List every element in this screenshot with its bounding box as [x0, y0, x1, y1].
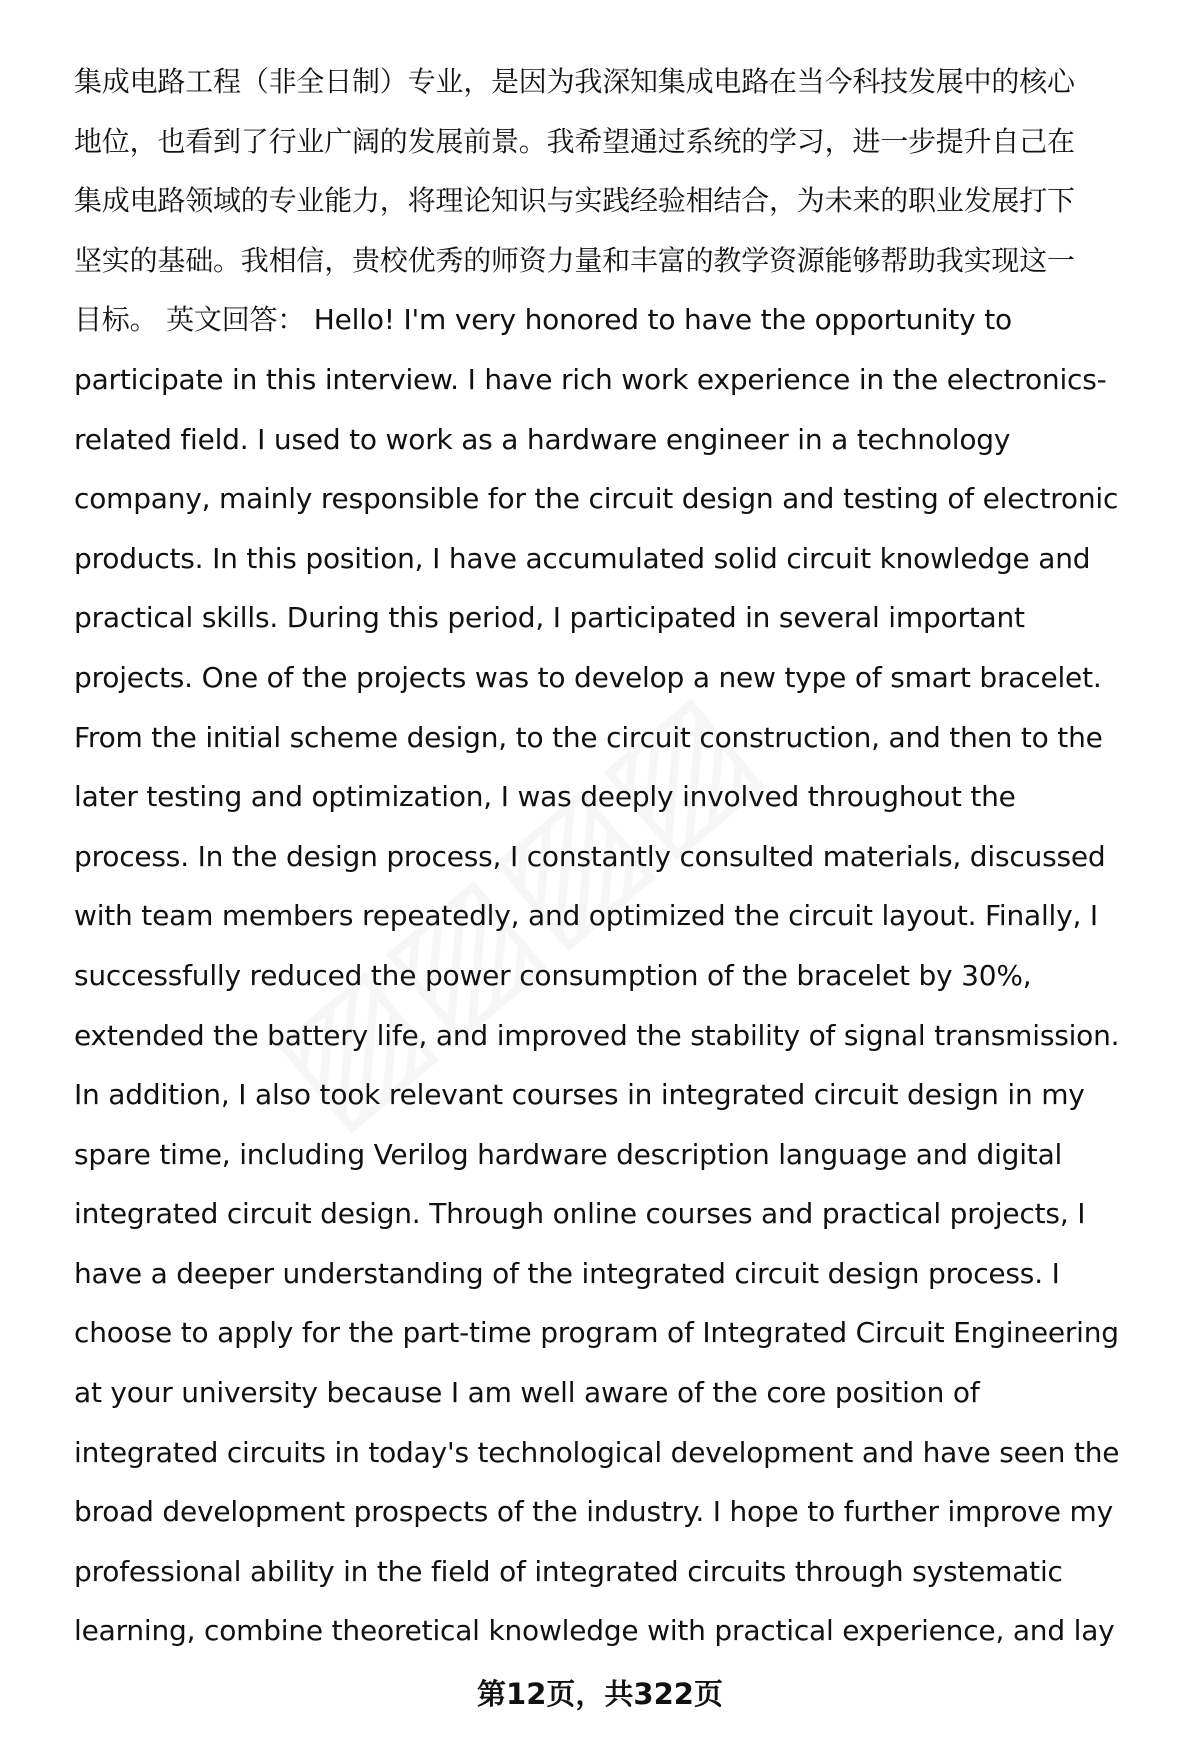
text-line: process. In the design process, I constantly consulted materials, discussed — [74, 839, 1106, 873]
text-line: professional ability in the field of integrated circuits through systematic — [74, 1554, 1063, 1588]
text-line: have a deeper understanding of the integrated circuit design process. I — [74, 1256, 1060, 1290]
text-line: related field. I used to work as a hardware engineer in a technology — [74, 422, 1011, 456]
text-line: 目标。 英文回答： Hello! I'm very honored to have the opportunity to — [74, 303, 1012, 337]
text-line: 地位，也看到了行业广阔的发展前景。我希望通过系统的学习，进一步提升自己在 — [74, 124, 1075, 158]
text-line: projects. One of the projects was to develop a new type of smart bracelet. — [74, 660, 1102, 694]
text-line: successfully reduced the power consumption of the bracelet by 30%, — [74, 958, 1032, 992]
text-line: participate in this interview. I have rich work experience in the electronics- — [74, 362, 1107, 396]
text-line: with team members repeatedly, and optimized the circuit layout. Finally, I — [74, 899, 1098, 933]
text-line: learning, combine theoretical knowledge with practical experience, and lay — [74, 1614, 1115, 1648]
text-line: integrated circuit design. Through online courses and practical projects, I — [74, 1197, 1086, 1231]
text-line: broad development prospects of the industry. I hope to further improve my — [74, 1495, 1113, 1529]
text-line: products. In this position, I have accumulated solid circuit knowledge and — [74, 541, 1091, 575]
text-line: choose to apply for the part-time program of Integrated Circuit Engineering — [74, 1316, 1119, 1350]
text-line: In addition, I also took relevant courses in integrated circuit design in my — [74, 1078, 1085, 1112]
text-line: later testing and optimization, I was deeply involved throughout the — [74, 780, 1016, 814]
text-line: 集成电路工程（非全日制）专业，是因为我深知集成电路在当今科技发展中的核心 — [74, 65, 1075, 98]
document-body — [74, 52, 1174, 1661]
text-line: From the initial scheme design, to the circuit construction, and then to the — [74, 720, 1103, 754]
text-line: integrated circuits in today's technological development and have seen the — [74, 1435, 1120, 1469]
text-line: extended the battery life, and improved the stability of signal transmission. — [74, 1018, 1120, 1052]
text-line: 坚实的基础。我相信，贵校优秀的师资力量和丰富的教学资源能够帮助我实现这一 — [74, 243, 1075, 277]
text-line: 集成电路领域的专业能力，将理论知识与实践经验相结合，为未来的职业发展打下 — [74, 184, 1075, 218]
page-number: 第12页，共322页 — [477, 1677, 723, 1711]
text-line: at your university because I am well aware of the core position of — [74, 1376, 980, 1410]
text-line: spare time, including Verilog hardware description language and digital — [74, 1137, 1063, 1171]
text-line: practical skills. During this period, I participated in several important — [74, 601, 1025, 635]
text-line: company, mainly responsible for the circuit design and testing of electronic — [74, 482, 1119, 516]
